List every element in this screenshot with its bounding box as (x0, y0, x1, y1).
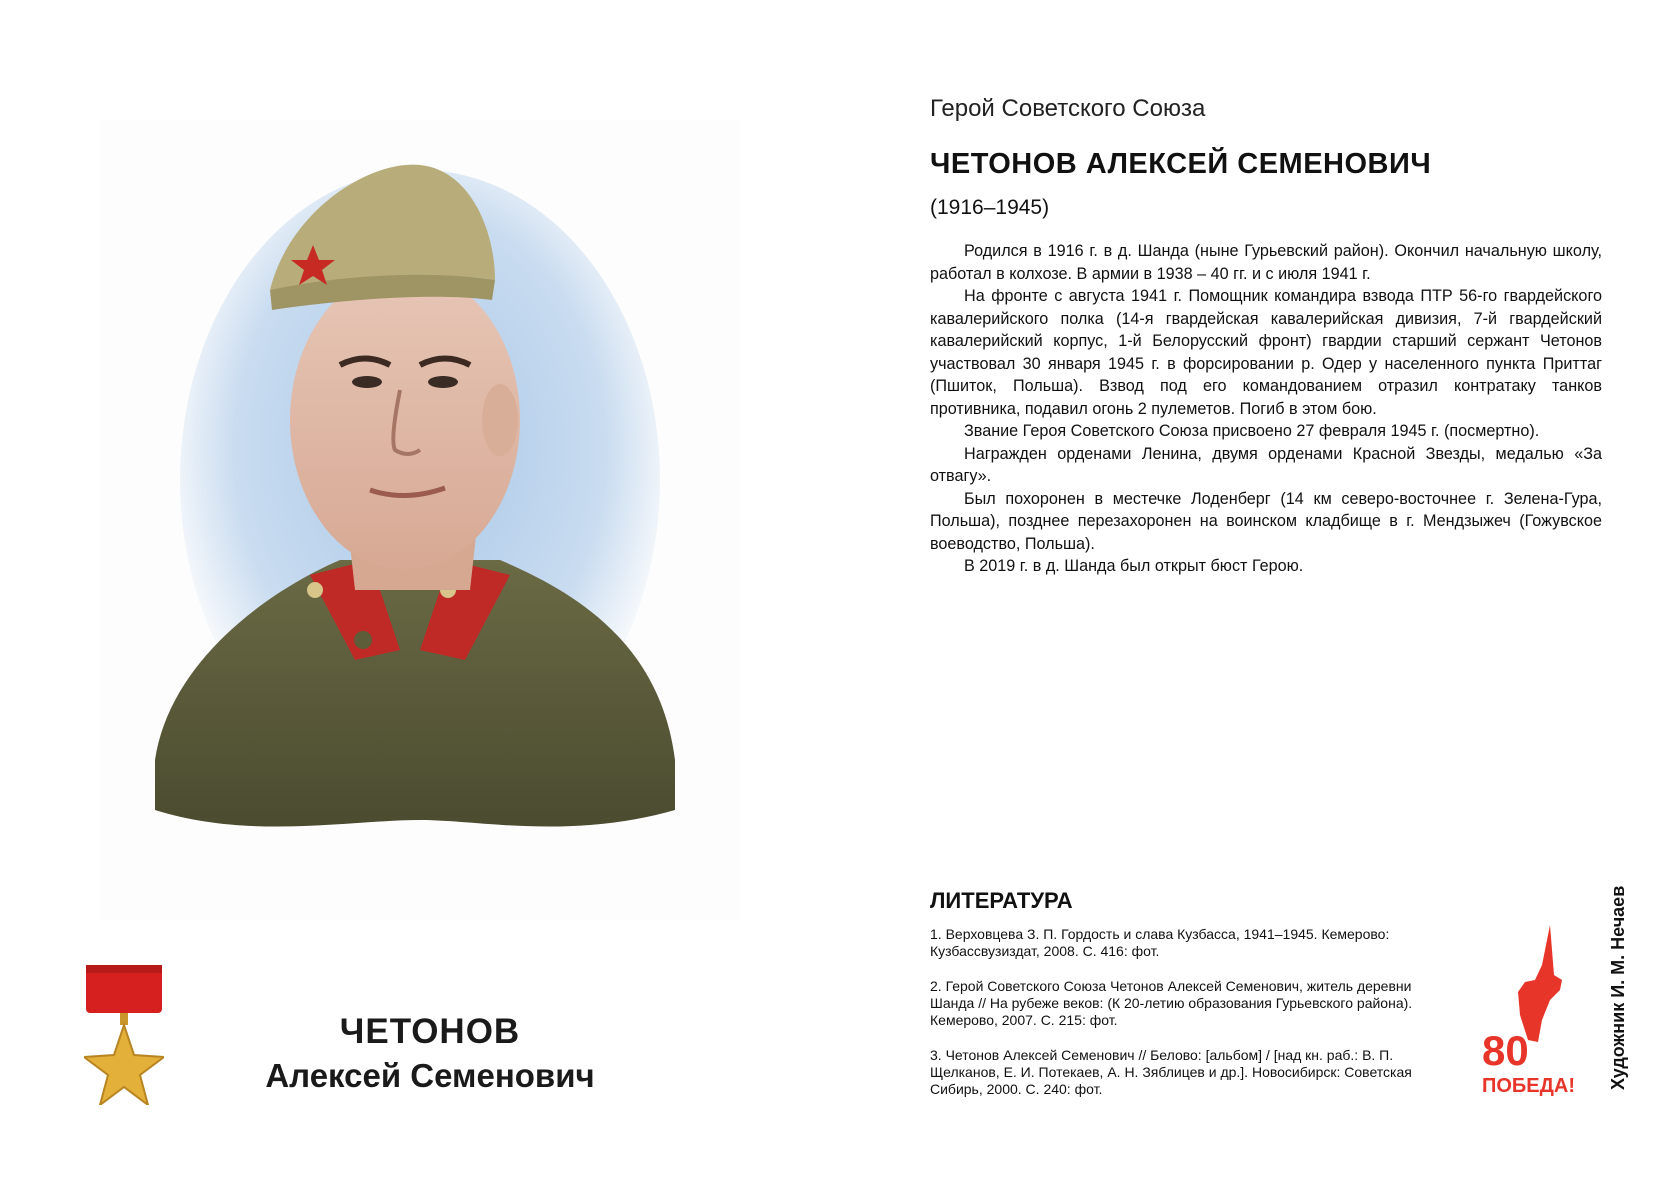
hero-label: Герой Советского Союза (930, 95, 1206, 122)
bio-paragraph: Награжден орденами Ленина, двумя орденами Красной Звезды, медалью «За отвагу». (930, 444, 1602, 485)
bottom-name-caption (220, 1010, 640, 1098)
portrait-illustration (100, 120, 740, 920)
logo-text: ПОБЕДА! (1482, 1075, 1575, 1097)
gold-star-medal-icon (84, 965, 164, 1105)
literature-section (930, 888, 1450, 1116)
portrait-image (100, 120, 740, 920)
logo-number: 80 (1482, 1027, 1529, 1074)
literature-heading: ЛИТЕРАТУРА (930, 888, 1073, 913)
medal-star (84, 1025, 164, 1105)
literature-item: 1. Верховцева З. П. Гордость и слава Кузбасса, 1941–1945. Кемерово: Кузбассвузиздат, 2008. С. 416: фот. (930, 926, 1390, 959)
bio-paragraph: На фронте с августа 1941 г. Помощник командира взвода ПТР 56-го гвардейского кавалерийского полка (14-я гвардейская кавалерийская дивизия, 7-й гвардейский кавалерийский корпус, 1-й Белорусский фронт) гвардии старший сержант Четонов участвовал 30 января 1945 г. в форсировании р. Одер у населенного пункта Приттаг (Пшиток, Польша). Взвод под его командованием отразил контратаку танков противника, подавил огонь 2 пулеметов. Погиб в этом бою. (930, 287, 1602, 418)
life-years: (1916–1945) (930, 196, 1050, 219)
literature-item: 2. Герой Советского Союза Четонов Алексей Семенович, житель деревни Шанда // На рубеже веков: (К 20-летию образования Гурьевского района). Кемерово, 2007. С. 215: фот. (930, 978, 1413, 1028)
bottom-surname: ЧЕТОНОВ (339, 1012, 521, 1051)
bio-paragraph: Родился в 1916 г. в д. Шанда (ныне Гурьевский район). Окончил начальную школу, работал в колхозе. В армии в 1938 – 40 гг. и с июля 1941 г. (930, 242, 1602, 283)
bio-paragraph: Звание Героя Советского Союза присвоено 27 февраля 1945 г. (посмертно). (964, 422, 1540, 440)
statue-icon (1518, 925, 1562, 1042)
bio-paragraph: В 2019 г. в д. Шанда был открыт бюст Герою. (964, 557, 1304, 575)
literature-item: 3. Четонов Алексей Семенович // Белово: [альбом] / [над кн. раб.: В. П. Щелканов, Е. И. Потекаев, А. Н. Зяблицев и др.]. Новосибирск: Советская Сибирь, 2000. С. 240: фот. (930, 1047, 1412, 1097)
page-title: ЧЕТОНОВ АЛЕКСЕЙ СЕМЕНОВИЧ (930, 148, 1432, 180)
bottom-given-name: Алексей Семенович (265, 1057, 595, 1094)
victory-80-logo (1480, 920, 1580, 1100)
bio-paragraph: Был похоронен в местечке Лоденберг (14 км северо-восточнее г. Зелена-Гура, Польша), позднее перезахоронен на воинском кладбище в г. Мендзыжеч (Гожувское воеводство, Польша). (930, 489, 1602, 553)
biography-text (930, 240, 1602, 578)
artist-credit: Художник И. М. Нечаев (1608, 885, 1628, 1090)
literature-list (930, 926, 1450, 1098)
